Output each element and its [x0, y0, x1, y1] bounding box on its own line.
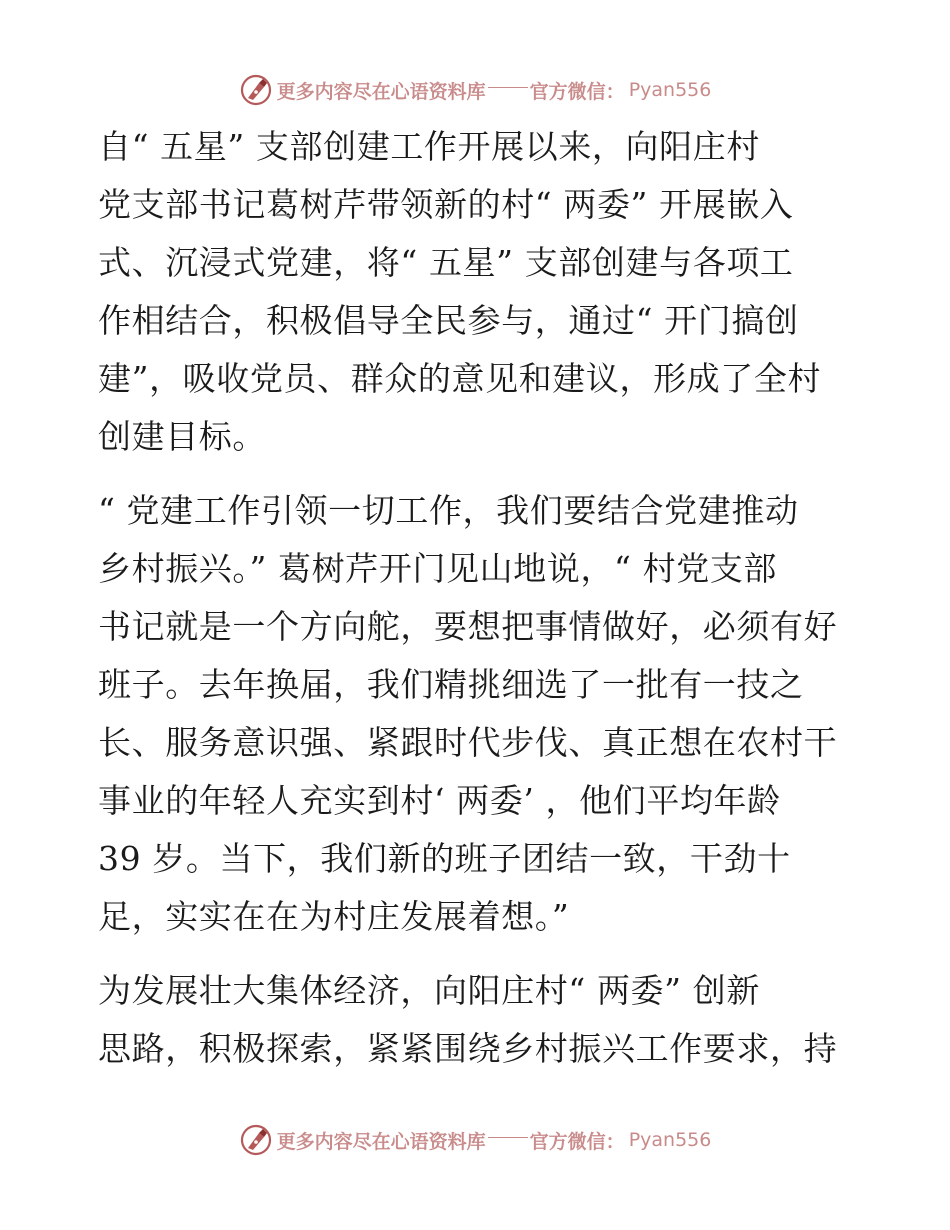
pen-nib-logo-icon	[239, 73, 273, 107]
paragraph-3	[98, 962, 850, 1078]
text-line: “ 党建工作引领一切工作，我们要结合党建推动	[98, 491, 799, 530]
promo-dash	[488, 87, 528, 88]
paragraph-2	[98, 482, 850, 946]
text-line: 乡村振兴。” 葛树芹开门见山地说，“ 村党支部	[98, 549, 778, 588]
promo-dash	[488, 1137, 528, 1138]
wechat-id: Pyan556	[628, 79, 712, 101]
text-line: 为发展壮大集体经济，向阳庄村“ 两委” 创新	[98, 971, 760, 1010]
text-line: 足，实实在在为村庄发展着想。”	[98, 897, 570, 936]
text-line: 式、沉浸式党建，将“ 五星” 支部创建与各项工	[98, 243, 794, 282]
text-line: 长、服务意识强、紧跟时代步伐、真正想在农村干	[98, 723, 838, 762]
wechat-id: Pyan556	[628, 1129, 712, 1151]
text-line: 思路，积极探索，紧紧围绕乡村振兴工作要求，持	[98, 1029, 838, 1068]
document-body	[98, 118, 850, 1094]
text-line: 党支部书记葛树芹带领新的村“ 两委” 开展嵌入	[98, 185, 794, 224]
wechat-label: 官方微信：	[529, 1130, 625, 1153]
text-line: 创建目标。	[98, 417, 266, 456]
wechat-label: 官方微信：	[529, 80, 625, 103]
text-line: 班子。去年换届，我们精挑细选了一批有一技之	[98, 665, 804, 704]
text-line: 书记就是一个方向舵，要想把事情做好，必须有好	[98, 607, 838, 646]
text-line: 事业的年轻人充实到村‘ 两委’ ，他们平均年龄	[98, 781, 781, 820]
pen-nib-logo-icon	[239, 1123, 273, 1157]
promo-text: 更多内容尽在心语资料库	[276, 80, 486, 103]
text-line: 自“ 五星” 支部创建工作开展以来，向阳庄村	[98, 127, 760, 166]
text-line: 39 岁。当下，我们新的班子团结一致，干劲十	[98, 839, 791, 878]
page-header-watermark	[0, 68, 950, 112]
promo-text: 更多内容尽在心语资料库	[276, 1130, 486, 1153]
text-line: 作相结合，积极倡导全民参与，通过“ 开门搞创	[98, 301, 799, 340]
paragraph-1	[98, 118, 850, 466]
text-line: 建”，吸收党员、群众的意见和建议，形成了全村	[98, 359, 822, 398]
page-footer-watermark	[0, 1118, 950, 1162]
